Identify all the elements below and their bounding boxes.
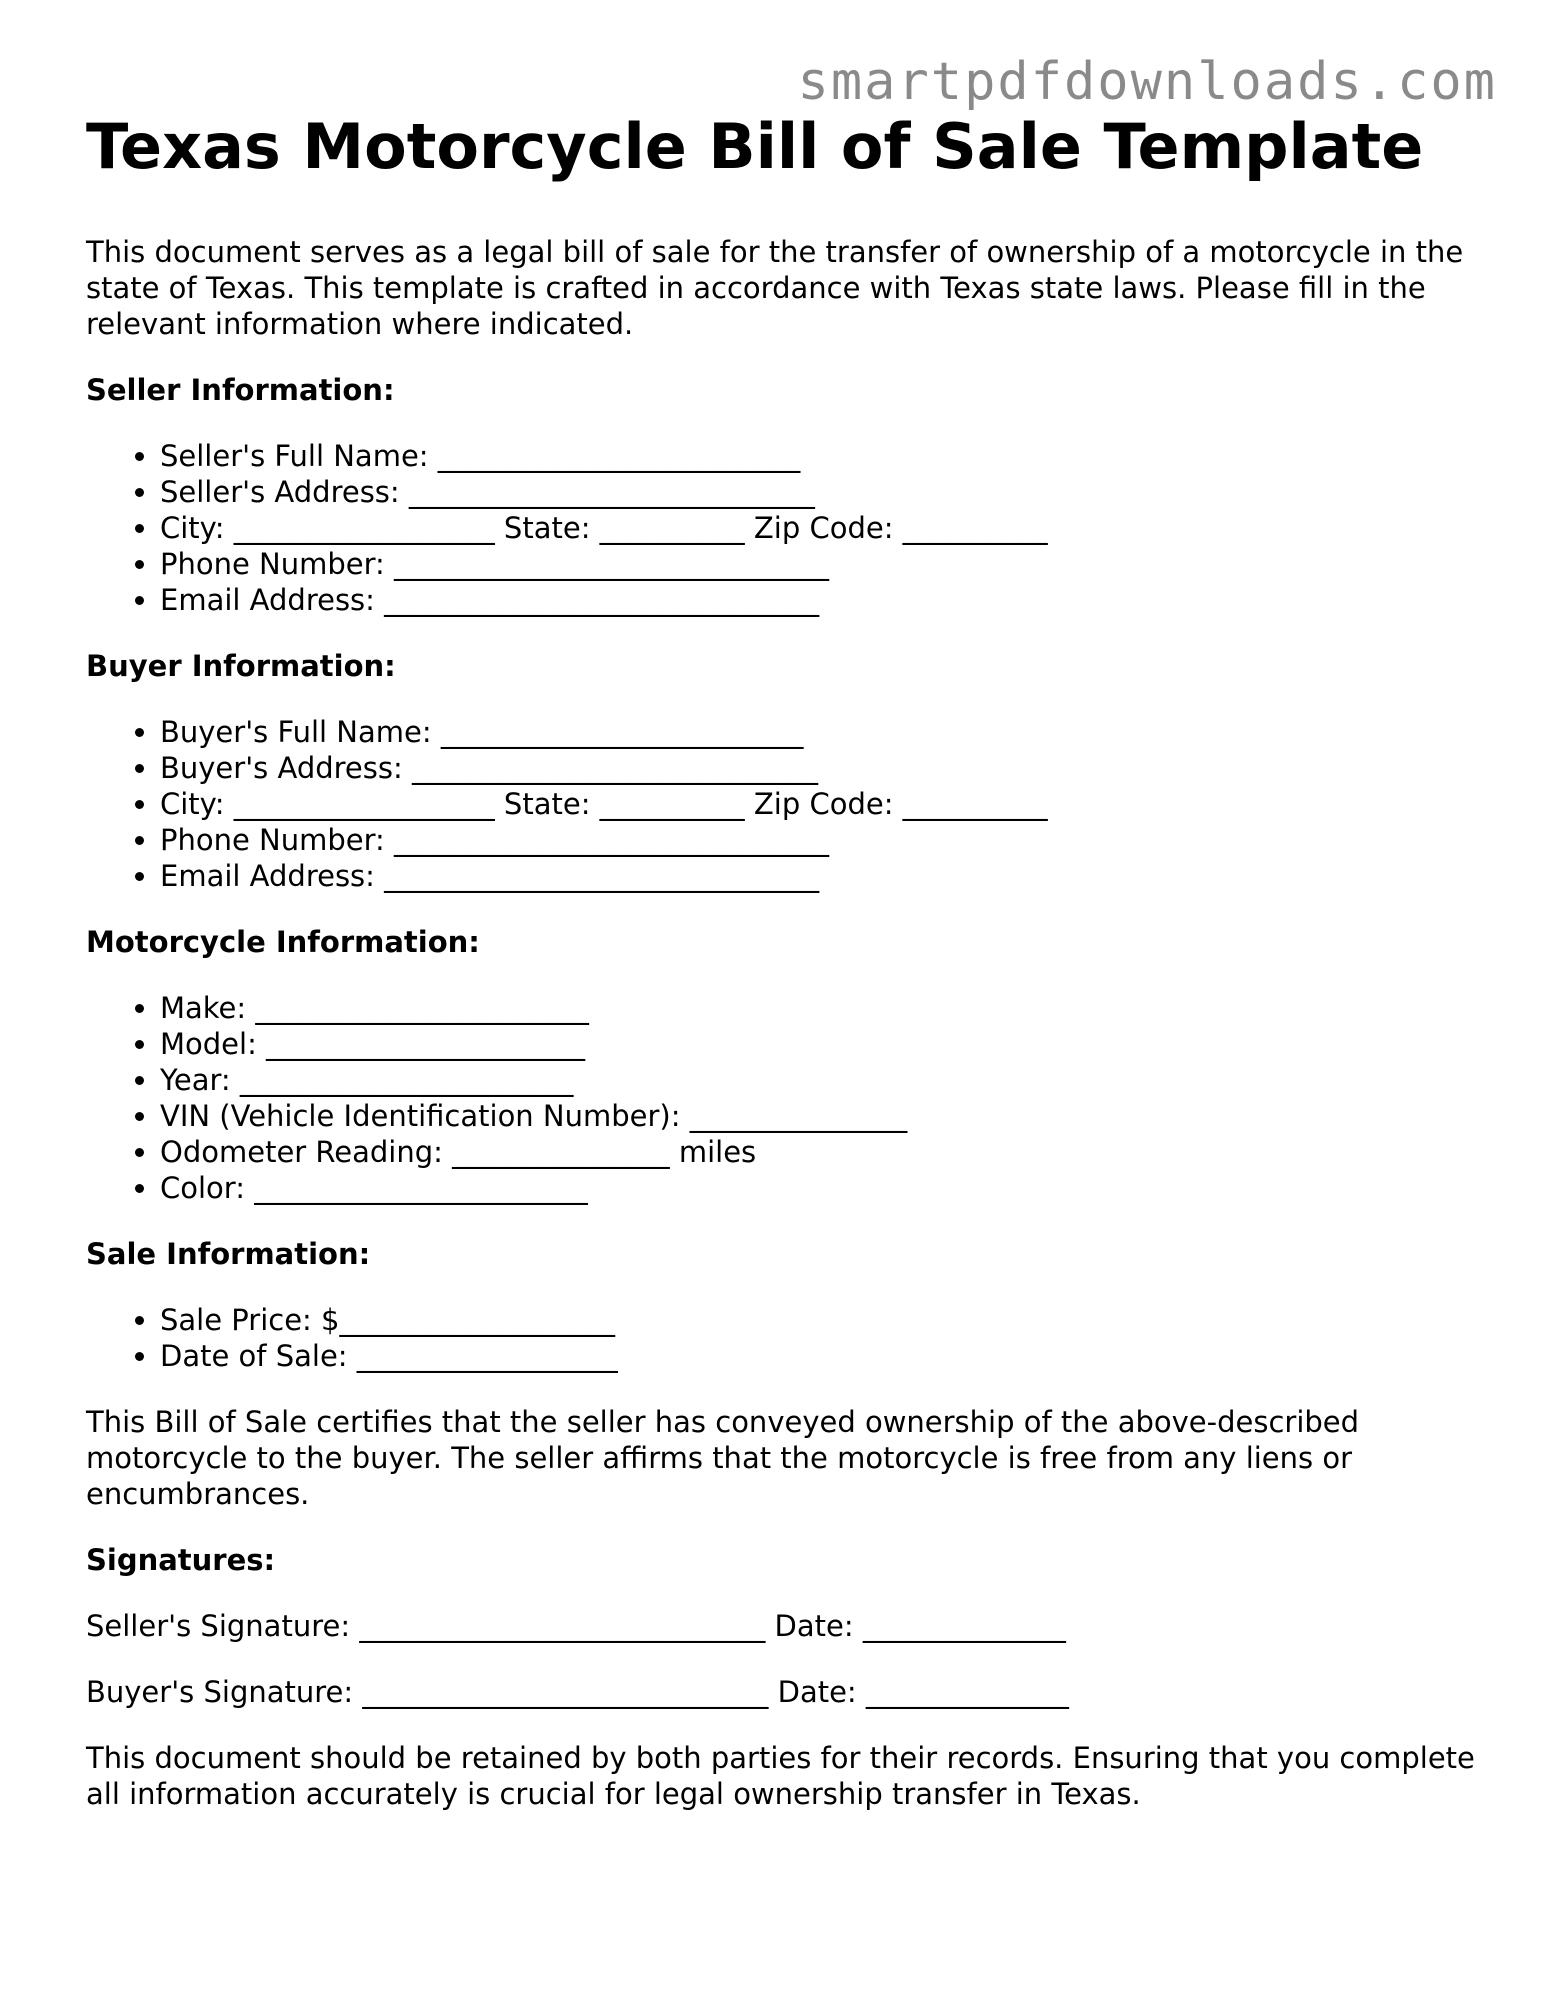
- closing-paragraph: This document should be retained by both parties for their records. Ensuring that you complete all information accurately is crucial for legal ownership transfer in Texas.: [86, 1741, 1475, 1811]
- buyer-email-field: • Email Address: ______________________________: [160, 858, 1486, 894]
- motorcycle-year-field: • Year: _______________________: [160, 1062, 1486, 1098]
- seller-email-field: • Email Address: ______________________________: [160, 582, 1486, 618]
- document-page: [86, 104, 1486, 1812]
- buyer-signature-line: Buyer's Signature: ____________________________ Date: ______________: [86, 1675, 1069, 1709]
- seller-city-state-zip-field: • City: __________________ State: __________ Zip Code: __________: [160, 510, 1486, 546]
- motorcycle-make-field: • Make: _______________________: [160, 990, 1486, 1026]
- sale-fields: [86, 1302, 1486, 1374]
- buyer-full-name-field: • Buyer's Full Name: _________________________: [160, 714, 1486, 750]
- seller-address-field: • Seller's Address: ____________________________: [160, 474, 1486, 510]
- buyer-heading: Buyer Information:: [86, 649, 396, 683]
- motorcycle-model-field: • Model: ______________________: [160, 1026, 1486, 1062]
- page-title: Texas Motorcycle Bill of Sale Template: [86, 110, 1424, 183]
- sale-heading: Sale Information:: [86, 1237, 371, 1271]
- sale-price-field: • Sale Price: $___________________: [160, 1302, 1486, 1338]
- sale-date-field: • Date of Sale: __________________: [160, 1338, 1486, 1374]
- buyer-city-state-zip-field: • City: __________________ State: __________ Zip Code: __________: [160, 786, 1486, 822]
- buyer-address-field: • Buyer's Address: ____________________________: [160, 750, 1486, 786]
- buyer-fields: [86, 714, 1486, 894]
- seller-signature-line: Seller's Signature: ____________________________ Date: ______________: [86, 1609, 1066, 1643]
- seller-fields: [86, 438, 1486, 618]
- motorcycle-fields: [86, 990, 1486, 1206]
- seller-full-name-field: • Seller's Full Name: _________________________: [160, 438, 1486, 474]
- motorcycle-vin-field: • VIN (Vehicle Identification Number): _______________: [160, 1098, 1486, 1134]
- watermark: smartpdfdownloads.com: [797, 52, 1497, 112]
- motorcycle-color-field: • Color: _______________________: [160, 1170, 1486, 1206]
- buyer-phone-field: • Phone Number: ______________________________: [160, 822, 1486, 858]
- seller-heading: Seller Information:: [86, 373, 395, 407]
- intro-paragraph: This document serves as a legal bill of sale for the transfer of ownership of a motorcycle in the state of Texas. This template is crafted in accordance with Texas state laws. Please fill in the relevant information where indicated.: [86, 235, 1464, 341]
- motorcycle-odometer-field: • Odometer Reading: _______________ miles: [160, 1134, 1486, 1170]
- certification-paragraph: This Bill of Sale certifies that the seller has conveyed ownership of the above-described motorcycle to the buyer. The seller affirms that the motorcycle is free from any liens or encumbrances.: [86, 1405, 1360, 1511]
- seller-phone-field: • Phone Number: ______________________________: [160, 546, 1486, 582]
- motorcycle-heading: Motorcycle Information:: [86, 925, 480, 959]
- signatures-heading: Signatures:: [86, 1543, 276, 1577]
